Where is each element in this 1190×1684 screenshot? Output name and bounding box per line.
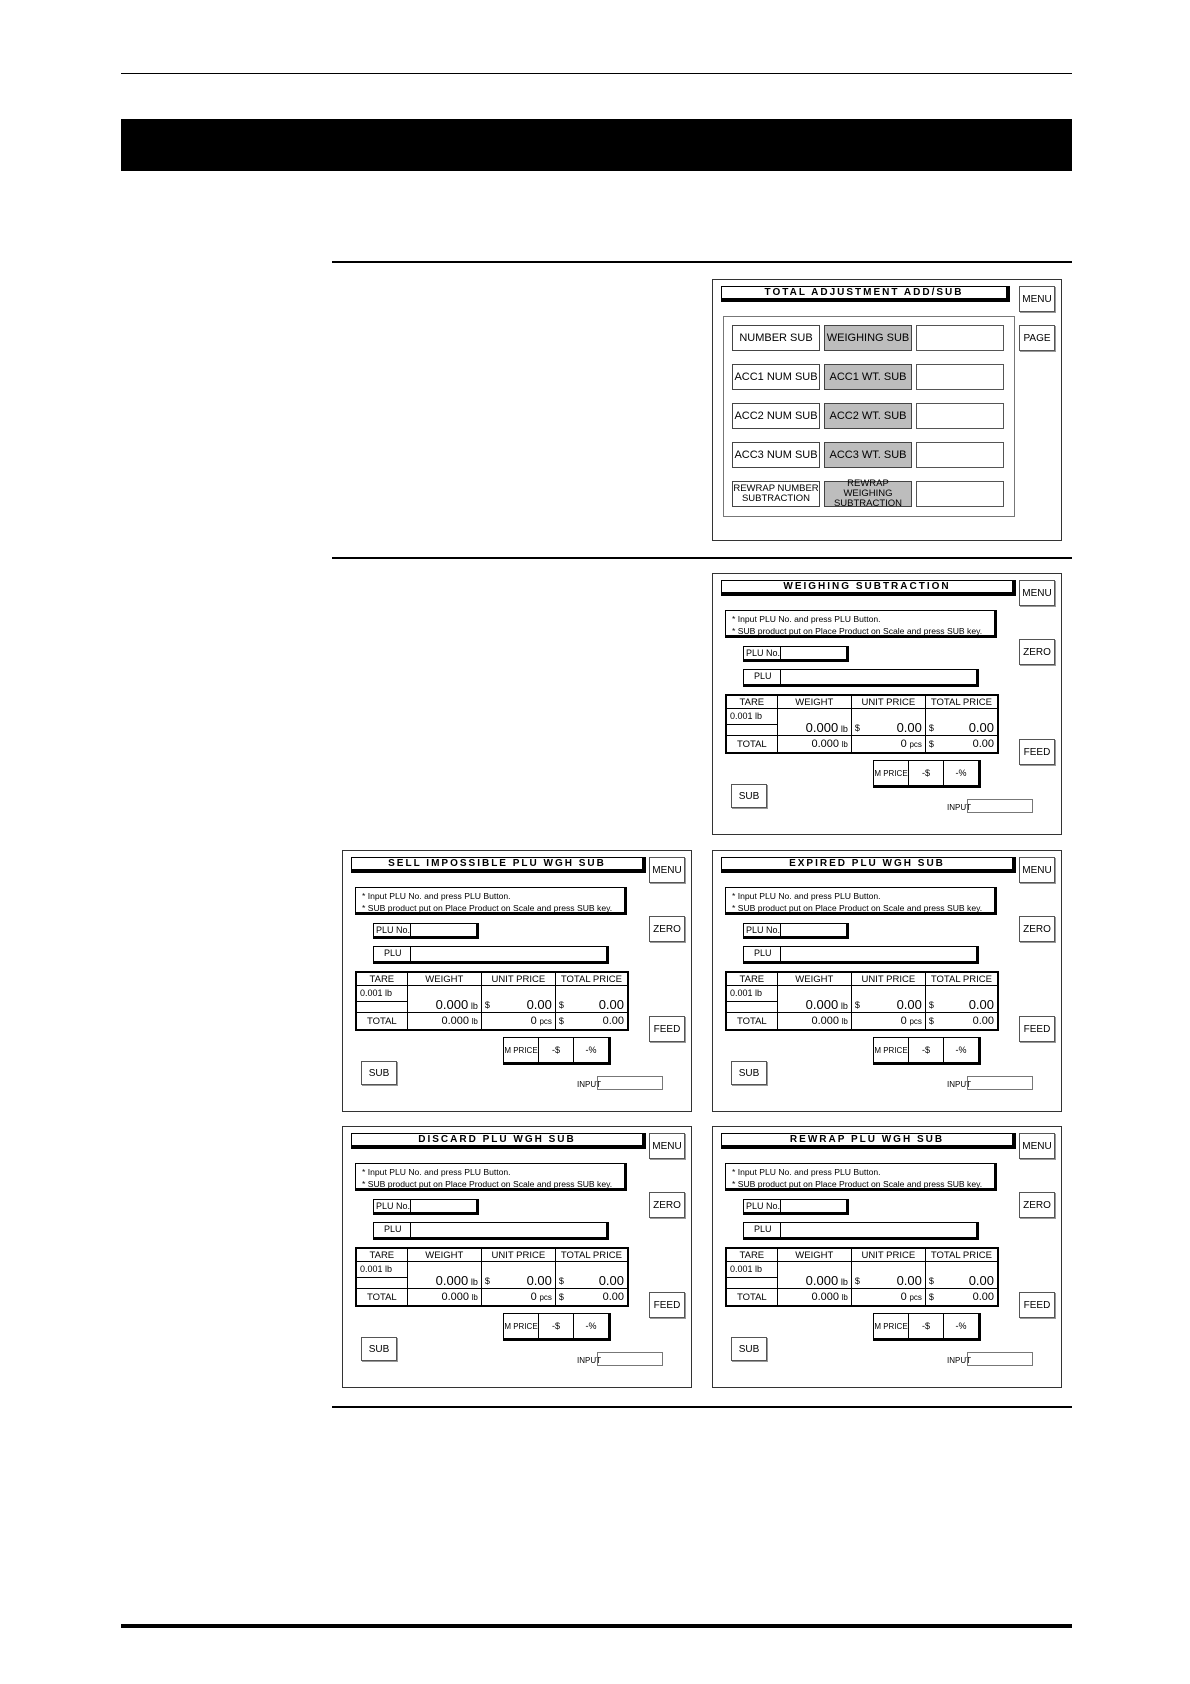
dollar-sign: $ — [558, 1276, 564, 1286]
minus-dollar-button[interactable]: -$ — [539, 1314, 574, 1338]
instruction-line-2: * SUB product put on Place Product on Scale and press SUB key. — [362, 903, 613, 913]
total-total-price-value: 0.00 — [972, 738, 994, 750]
unit-price-header: UNIT PRICE — [851, 695, 925, 709]
total-adjustment-screen — [712, 279, 1062, 541]
pcs-unit: pcs — [539, 1017, 552, 1026]
total-weight-unit: lb — [841, 740, 848, 749]
plu-no-label: PLU No. — [746, 648, 781, 658]
input-field[interactable] — [967, 1076, 1033, 1090]
total-total-price-cell — [925, 736, 998, 754]
plu-no-field[interactable] — [743, 923, 849, 939]
pcs-count: 0 — [530, 1015, 537, 1027]
total-price-cell — [925, 986, 998, 1013]
dollar-sign: $ — [928, 1000, 934, 1010]
weight-cell — [407, 1262, 481, 1289]
plu-no-label: PLU No. — [746, 1201, 781, 1211]
total-price-header: TOTAL PRICE — [925, 972, 998, 986]
total-price-header: TOTAL PRICE — [925, 695, 998, 709]
total-total-price-cell — [555, 1289, 628, 1307]
plu-name-display — [410, 946, 609, 964]
dollar-sign: $ — [558, 1292, 564, 1302]
total-price-header: TOTAL PRICE — [555, 972, 628, 986]
tare-value: 0.001 lb — [730, 988, 763, 998]
total-price-value: 0.00 — [968, 997, 994, 1012]
weight-value: 0.000 — [435, 997, 469, 1012]
total-total-price-value: 0.00 — [972, 1291, 994, 1303]
total-price-value: 0.00 — [968, 1273, 994, 1288]
instruction-box — [355, 1163, 627, 1191]
m-price-button[interactable]: M PRICE — [874, 761, 909, 785]
weight-unit: lb — [470, 1277, 478, 1287]
total-total-price-value: 0.00 — [602, 1015, 624, 1027]
m-price-button[interactable]: M PRICE — [874, 1038, 909, 1062]
instruction-line-1: * Input PLU No. and press PLU Button. — [732, 891, 881, 901]
rewrap-plu-wgh-sub-screen — [712, 1126, 1062, 1388]
input-label: INPUT — [577, 1080, 601, 1089]
screen-title: EXPIRED PLU WGH SUB — [721, 857, 1016, 873]
acc1-wt-sub-key[interactable]: ACC1 WT. SUB — [824, 364, 912, 390]
total-weight-value: 0.000 — [811, 738, 839, 750]
total-label: TOTAL — [726, 1289, 777, 1307]
feed-button[interactable]: FEED — [1019, 1016, 1055, 1042]
unit-price-value: 0.00 — [896, 720, 922, 735]
number-sub-key[interactable]: NUMBER SUB — [732, 325, 820, 351]
total-label: TOTAL — [356, 1289, 407, 1307]
tare-cell — [356, 986, 407, 1013]
total-price-header: TOTAL PRICE — [925, 1248, 998, 1262]
weight-unit: lb — [840, 724, 848, 734]
weight-header: WEIGHT — [777, 1248, 851, 1262]
input-label: INPUT — [947, 1080, 971, 1089]
price-modifier-bar — [503, 1037, 611, 1065]
sub-button[interactable]: SUB — [361, 1337, 397, 1361]
m-price-button[interactable]: M PRICE — [504, 1038, 539, 1062]
screen-title: DISCARD PLU WGH SUB — [351, 1133, 646, 1149]
total-price-value: 0.00 — [598, 1273, 624, 1288]
total-weight-unit: lb — [841, 1293, 848, 1302]
weight-header: WEIGHT — [777, 695, 851, 709]
blank-key[interactable] — [916, 442, 1004, 468]
instruction-box — [725, 1163, 997, 1191]
plu-name-display — [780, 1222, 979, 1240]
total-weight-cell — [777, 736, 851, 754]
plu-no-input[interactable] — [780, 1199, 849, 1215]
m-price-button[interactable]: M PRICE — [874, 1314, 909, 1338]
acc3-num-sub-key[interactable]: ACC3 NUM SUB — [732, 442, 820, 468]
weight-value: 0.000 — [435, 1273, 469, 1288]
pcs-unit: pcs — [909, 1017, 922, 1026]
section-rule-3 — [332, 1406, 1072, 1408]
plu-no-field[interactable] — [373, 1199, 479, 1215]
tare-header: TARE — [356, 972, 407, 986]
minus-percent-button[interactable]: -% — [585, 1321, 597, 1331]
tare-value: 0.001 lb — [360, 988, 393, 998]
plu-field[interactable] — [743, 669, 979, 687]
menu-button[interactable]: MENU — [1019, 1133, 1055, 1159]
unit-price-cell — [851, 1262, 925, 1289]
blank-key[interactable] — [916, 325, 1004, 351]
tare-value: 0.001 lb — [360, 1264, 393, 1274]
instruction-line-2: * SUB product put on Place Product on Scale and press SUB key. — [732, 903, 983, 913]
plu-label: PLU — [754, 1224, 772, 1234]
tare-value: 0.001 lb — [730, 1264, 763, 1274]
input-field[interactable] — [967, 799, 1033, 813]
weight-value: 0.000 — [805, 997, 839, 1012]
sub-button[interactable]: SUB — [731, 1337, 767, 1361]
minus-dollar-button[interactable]: -$ — [909, 761, 944, 785]
plu-label: PLU — [384, 948, 402, 958]
weight-header: WEIGHT — [407, 1248, 481, 1262]
discard-plu-wgh-sub-screen — [342, 1126, 692, 1388]
plu-label: PLU — [754, 671, 772, 681]
weighing-table — [355, 1247, 629, 1307]
weight-cell — [777, 709, 851, 736]
total-total-price-cell — [925, 1013, 998, 1031]
dollar-sign: $ — [928, 739, 934, 749]
unit-price-cell — [851, 709, 925, 736]
blank-key[interactable] — [916, 481, 1004, 507]
unit-price-header: UNIT PRICE — [481, 1248, 555, 1262]
weight-unit: lb — [840, 1001, 848, 1011]
zero-button[interactable]: ZERO — [1019, 639, 1055, 665]
minus-dollar-button[interactable]: -$ — [909, 1314, 944, 1338]
plu-name-display — [780, 946, 979, 964]
dollar-sign: $ — [558, 1000, 564, 1010]
blank-key[interactable] — [916, 403, 1004, 429]
total-label: TOTAL — [726, 1013, 777, 1031]
total-weight-cell — [777, 1013, 851, 1031]
input-field[interactable] — [967, 1352, 1033, 1366]
plu-name-display — [780, 669, 979, 687]
pcs-count: 0 — [530, 1291, 537, 1303]
total-price-cell — [925, 709, 998, 736]
unit-price-value: 0.00 — [896, 1273, 922, 1288]
tare-header: TARE — [726, 1248, 777, 1262]
screen-title: REWRAP PLU WGH SUB — [721, 1133, 1016, 1149]
plu-no-label: PLU No. — [376, 1201, 411, 1211]
bottom-rule — [121, 1624, 1072, 1628]
weight-unit: lb — [470, 1001, 478, 1011]
tare-header: TARE — [726, 972, 777, 986]
dollar-sign: $ — [928, 1292, 934, 1302]
minus-dollar-button[interactable]: -$ — [539, 1038, 574, 1062]
pcs-cell — [851, 1013, 925, 1031]
price-modifier-bar — [503, 1313, 611, 1341]
minus-dollar-button[interactable]: -$ — [909, 1038, 944, 1062]
total-weight-unit: lb — [471, 1017, 478, 1026]
total-weight-value: 0.000 — [441, 1015, 469, 1027]
sub-button[interactable]: SUB — [731, 1061, 767, 1085]
sub-button[interactable]: SUB — [731, 784, 767, 808]
total-price-value: 0.00 — [968, 720, 994, 735]
weighing-table — [725, 971, 999, 1031]
total-total-price-cell — [925, 1289, 998, 1307]
plu-label: PLU — [384, 1224, 402, 1234]
pcs-cell — [851, 1289, 925, 1307]
blank-key[interactable] — [916, 364, 1004, 390]
unit-price-cell — [481, 1262, 555, 1289]
input-field[interactable] — [597, 1352, 663, 1366]
instruction-line-1: * Input PLU No. and press PLU Button. — [732, 1167, 881, 1177]
tare-cell — [356, 1262, 407, 1289]
tare-cell — [726, 1262, 777, 1289]
screen-title: WEIGHING SUBTRACTION — [721, 580, 1016, 596]
instruction-box — [725, 887, 997, 915]
menu-button[interactable]: MENU — [1019, 286, 1055, 312]
screen-title: SELL IMPOSSIBLE PLU WGH SUB — [351, 857, 646, 873]
weighing-table — [355, 971, 629, 1031]
acc1-num-sub-key[interactable]: ACC1 NUM SUB — [732, 364, 820, 390]
plu-no-field[interactable] — [373, 923, 479, 939]
input-field[interactable] — [597, 1076, 663, 1090]
total-total-price-cell — [555, 1013, 628, 1031]
m-price-button[interactable]: M PRICE — [504, 1314, 539, 1338]
total-weight-cell — [407, 1289, 481, 1307]
unit-price-value: 0.00 — [526, 997, 552, 1012]
unit-price-header: UNIT PRICE — [851, 972, 925, 986]
unit-price-value: 0.00 — [526, 1273, 552, 1288]
pcs-count: 0 — [900, 1291, 907, 1303]
rewrap-weighing-subtraction-key[interactable]: REWRAP WEIGHING SUBTRACTION — [824, 481, 912, 507]
instruction-box — [725, 610, 997, 638]
weight-value: 0.000 — [805, 720, 839, 735]
plu-field[interactable] — [373, 946, 609, 964]
instruction-line-1: * Input PLU No. and press PLU Button. — [362, 891, 511, 901]
weight-cell — [777, 986, 851, 1013]
minus-percent-button[interactable]: -% — [955, 1321, 967, 1331]
unit-price-value: 0.00 — [896, 997, 922, 1012]
section-rule-1 — [332, 261, 1072, 263]
section-header-bar — [121, 119, 1072, 171]
weight-header: WEIGHT — [777, 972, 851, 986]
instruction-box — [355, 887, 627, 915]
section-rule-2 — [332, 557, 1072, 559]
instruction-line-2: * SUB product put on Place Product on Scale and press SUB key. — [362, 1179, 613, 1189]
zero-button[interactable]: ZERO — [649, 916, 685, 942]
instruction-line-1: * Input PLU No. and press PLU Button. — [362, 1167, 511, 1177]
plu-field[interactable] — [743, 946, 979, 964]
price-modifier-bar — [873, 1313, 981, 1341]
total-price-header: TOTAL PRICE — [555, 1248, 628, 1262]
plu-label: PLU — [754, 948, 772, 958]
plu-no-input[interactable] — [780, 646, 849, 662]
dollar-sign: $ — [928, 1016, 934, 1026]
zero-button[interactable]: ZERO — [1019, 1192, 1055, 1218]
input-label: INPUT — [947, 1356, 971, 1365]
pcs-unit: pcs — [539, 1293, 552, 1302]
tare-cell — [726, 986, 777, 1013]
acc2-wt-sub-key[interactable]: ACC2 WT. SUB — [824, 403, 912, 429]
feed-button[interactable]: FEED — [1019, 739, 1055, 765]
total-price-cell — [555, 986, 628, 1013]
tare-cell — [726, 709, 777, 736]
tare-value: 0.001 lb — [730, 711, 763, 721]
input-label: INPUT — [947, 803, 971, 812]
feed-button[interactable]: FEED — [649, 1292, 685, 1318]
pcs-cell — [851, 736, 925, 754]
rewrap-number-subtraction-key[interactable]: REWRAP NUMBER SUBTRACTION — [732, 481, 820, 507]
weighing-sub-key[interactable]: WEIGHING SUB — [824, 325, 912, 351]
tare-header: TARE — [356, 1248, 407, 1262]
menu-button[interactable]: MENU — [1019, 857, 1055, 883]
unit-price-cell — [481, 986, 555, 1013]
unit-price-header: UNIT PRICE — [481, 972, 555, 986]
dollar-sign: $ — [484, 1276, 490, 1286]
menu-button[interactable]: MENU — [649, 1133, 685, 1159]
plu-field[interactable] — [373, 1222, 609, 1240]
plu-no-label: PLU No. — [376, 925, 411, 935]
plu-no-input[interactable] — [410, 1199, 479, 1215]
pcs-cell — [481, 1289, 555, 1307]
expired-plu-wgh-sub-screen — [712, 850, 1062, 1112]
pcs-cell — [481, 1013, 555, 1031]
total-label: TOTAL — [726, 736, 777, 754]
feed-button[interactable]: FEED — [1019, 1292, 1055, 1318]
total-weight-value: 0.000 — [441, 1291, 469, 1303]
plu-no-field[interactable] — [743, 1199, 849, 1215]
total-price-cell — [555, 1262, 628, 1289]
weighing-table — [725, 1247, 999, 1307]
tare-header: TARE — [726, 695, 777, 709]
pcs-count: 0 — [900, 1015, 907, 1027]
minus-percent-button[interactable]: -% — [955, 768, 967, 778]
plu-no-label: PLU No. — [746, 925, 781, 935]
pcs-count: 0 — [900, 738, 907, 750]
dollar-sign: $ — [484, 1000, 490, 1010]
total-price-value: 0.00 — [598, 997, 624, 1012]
price-modifier-bar — [873, 1037, 981, 1065]
sub-button[interactable]: SUB — [361, 1061, 397, 1085]
dollar-sign: $ — [854, 1000, 860, 1010]
total-price-cell — [925, 1262, 998, 1289]
page-button[interactable]: PAGE — [1019, 325, 1055, 351]
unit-price-cell — [851, 986, 925, 1013]
acc3-wt-sub-key[interactable]: ACC3 WT. SUB — [824, 442, 912, 468]
zero-button[interactable]: ZERO — [1019, 916, 1055, 942]
menu-button[interactable]: MENU — [649, 857, 685, 883]
total-total-price-value: 0.00 — [972, 1015, 994, 1027]
pcs-unit: pcs — [909, 740, 922, 749]
dollar-sign: $ — [854, 1276, 860, 1286]
top-rule — [121, 73, 1072, 74]
weight-unit: lb — [840, 1277, 848, 1287]
price-modifier-bar — [873, 760, 981, 788]
unit-price-header: UNIT PRICE — [851, 1248, 925, 1262]
weight-value: 0.000 — [805, 1273, 839, 1288]
total-weight-value: 0.000 — [811, 1015, 839, 1027]
input-label: INPUT — [577, 1356, 601, 1365]
dollar-sign: $ — [558, 1016, 564, 1026]
weight-cell — [777, 1262, 851, 1289]
total-weight-cell — [777, 1289, 851, 1307]
plu-no-field[interactable] — [743, 646, 849, 662]
instruction-line-1: * Input PLU No. and press PLU Button. — [732, 614, 881, 624]
plu-no-input[interactable] — [410, 923, 479, 939]
minus-percent-button[interactable]: -% — [955, 1045, 967, 1055]
instruction-line-2: * SUB product put on Place Product on Scale and press SUB key. — [732, 626, 983, 636]
total-weight-unit: lb — [471, 1293, 478, 1302]
plu-no-input[interactable] — [780, 923, 849, 939]
feed-button[interactable]: FEED — [649, 1016, 685, 1042]
dollar-sign: $ — [928, 723, 934, 733]
acc2-num-sub-key[interactable]: ACC2 NUM SUB — [732, 403, 820, 429]
weighing-subtraction-screen — [712, 573, 1062, 835]
plu-field[interactable] — [743, 1222, 979, 1240]
plu-name-display — [410, 1222, 609, 1240]
weight-cell — [407, 986, 481, 1013]
weight-header: WEIGHT — [407, 972, 481, 986]
total-weight-cell — [407, 1013, 481, 1031]
pcs-unit: pcs — [909, 1293, 922, 1302]
total-weight-unit: lb — [841, 1017, 848, 1026]
minus-percent-button[interactable]: -% — [585, 1045, 597, 1055]
menu-button[interactable]: MENU — [1019, 580, 1055, 606]
sell-impossible-plu-wgh-sub-screen — [342, 850, 692, 1112]
zero-button[interactable]: ZERO — [649, 1192, 685, 1218]
instruction-line-2: * SUB product put on Place Product on Scale and press SUB key. — [732, 1179, 983, 1189]
screen-title: TOTAL ADJUSTMENT ADD/SUB — [721, 286, 1010, 302]
dollar-sign: $ — [928, 1276, 934, 1286]
weighing-table — [725, 694, 999, 754]
total-total-price-value: 0.00 — [602, 1291, 624, 1303]
dollar-sign: $ — [854, 723, 860, 733]
total-label: TOTAL — [356, 1013, 407, 1031]
total-weight-value: 0.000 — [811, 1291, 839, 1303]
